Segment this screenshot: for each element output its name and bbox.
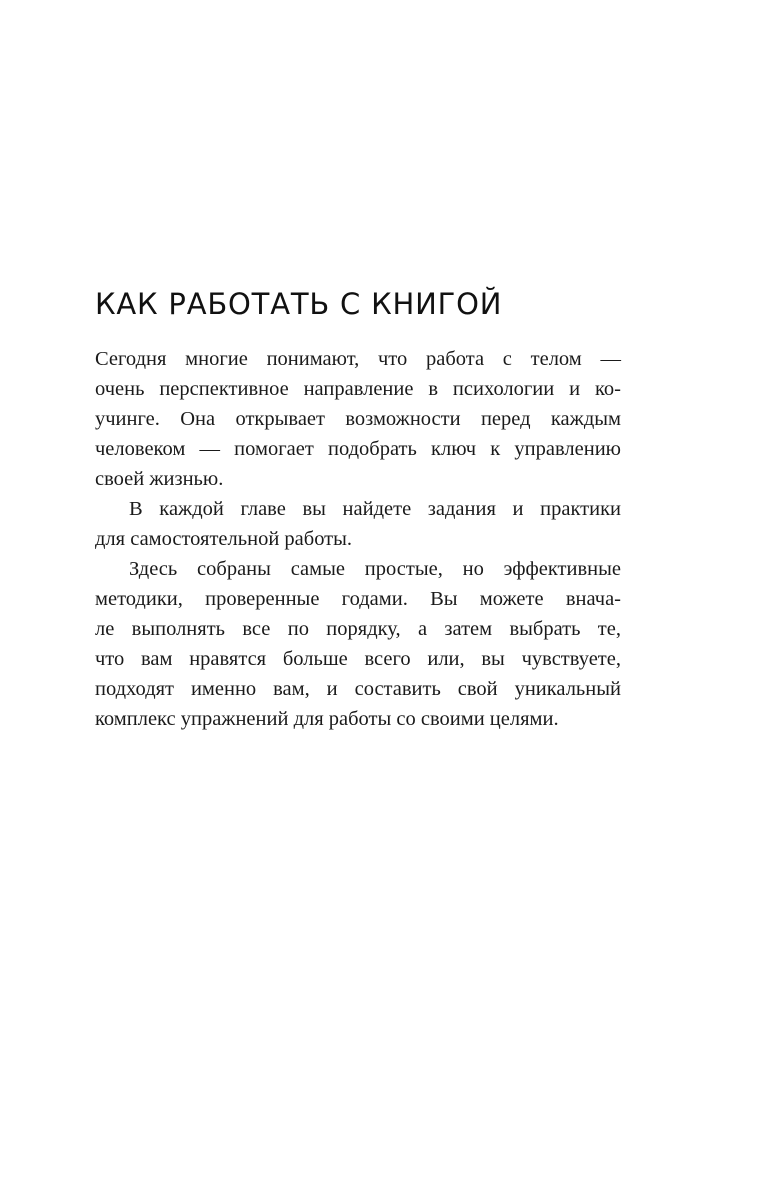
chapter-title: КАК РАБОТАТЬ С КНИГОЙ xyxy=(95,287,503,321)
text-line: учинге. Она открывает возможности перед каждым xyxy=(95,408,621,430)
text-line: очень перспективное направление в психологии и ко- xyxy=(95,378,621,400)
text-line: ле выполнять все по порядку, а затем выбрать те, xyxy=(95,618,621,640)
text-line: методики, проверенные годами. Вы можете внача- xyxy=(95,588,621,610)
body-text xyxy=(95,344,621,734)
text-line: Сегодня многие понимают, что работа с телом — xyxy=(95,348,621,370)
paragraph-1 xyxy=(95,344,621,494)
text-line: подходят именно вам, и составить свой уникальный xyxy=(95,678,621,700)
text-line: В каждой главе вы найдете задания и практики xyxy=(129,498,621,520)
text-line: что вам нравятся больше всего или, вы чувствуете, xyxy=(95,648,621,670)
text-line: своей жизнью. xyxy=(95,468,224,490)
text-line: Здесь собраны самые простые, но эффективные xyxy=(129,558,621,580)
text-line: комплекс упражнений для работы со своими целями. xyxy=(95,708,559,730)
paragraph-3 xyxy=(95,554,621,734)
text-line: человеком — помогает подобрать ключ к управлению xyxy=(95,438,621,460)
paragraph-2 xyxy=(95,494,621,554)
text-line: для самостоятельной работы. xyxy=(95,528,353,550)
